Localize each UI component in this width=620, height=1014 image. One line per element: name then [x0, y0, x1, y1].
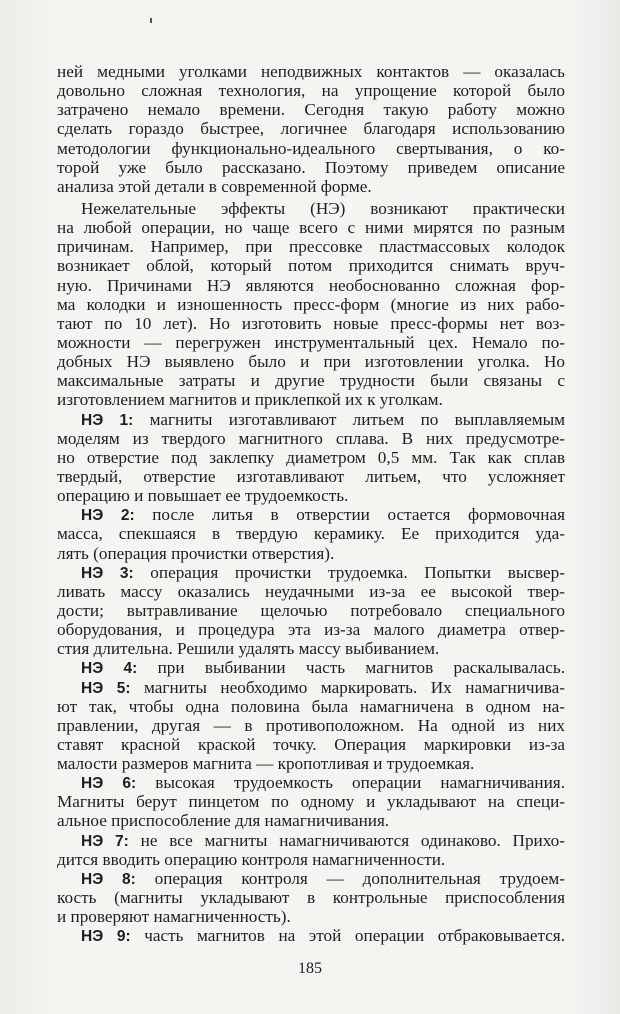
ne-item-line: [57, 926, 565, 945]
ne-label: НЭ 6:: [81, 775, 137, 793]
text-line: масса, спекшаяся в твердую керамику. Ее приходится уда-: [57, 524, 565, 544]
body-text: [57, 62, 565, 945]
ne-text: магниты необходимо маркировать. Их намагничива-: [144, 677, 566, 697]
text-line: тают по 10 лет). Но изготовить новые пресс-формы нет воз-: [57, 313, 565, 333]
text-line: твердый, отверстие изготавливают литьем, что усложняет: [57, 466, 565, 486]
text-line: кость (магниты укладывают в контрольные приспособления: [57, 888, 565, 908]
text-line: но отверстие под заклепку диаметром 0,5 мм. Так как сплав: [57, 447, 565, 467]
text-line: сделать гораздо быстрее, логичнее благодаря использованию: [57, 119, 565, 139]
text-line: добных НЭ выявлено было и при изготовлении уголка. Но: [57, 352, 565, 372]
text-line: малости размеров магнита — кропотливая и трудоемкая.: [57, 754, 475, 774]
text-line: Магниты берут пинцетом по одному и укладывают на специ-: [57, 792, 565, 812]
text-line: причинам. Например, при прессовке пластмассовых колодок: [57, 237, 565, 257]
text-line: операцию и повышает ее трудоемкость.: [57, 486, 349, 506]
text-line: лять (операция прочистки отверстия).: [57, 543, 335, 563]
text-line: правлении, другая — в противоположном. На одной из них: [57, 715, 565, 735]
text-line: Нежелательные эффекты (НЭ) возникают практически: [81, 198, 565, 218]
text-line: дится вводить операцию контроля намагниченности.: [57, 849, 446, 869]
ne-label: НЭ 5:: [81, 679, 131, 697]
ne-item-line: [57, 505, 565, 524]
text-line: ма колодки и изношенность пресс-форм (многие из них рабо-: [57, 294, 565, 314]
text-line: ставят красной краской точку. Операция маркировки из-за: [57, 734, 565, 754]
text-line: довольно сложная технология, на упрощение которой было: [57, 81, 565, 101]
text-line: оборудования, и процедура эта из-за малого диаметра отвер-: [57, 620, 565, 640]
text-line: моделям из твердого магнитного сплава. В них предусмотре-: [57, 428, 565, 448]
ne-item-line: [57, 831, 565, 850]
ne-label: НЭ 2:: [81, 507, 135, 525]
ne-label: НЭ 9:: [81, 928, 131, 946]
text-line: стия длительна. Решили удалять массу выбиванием.: [57, 639, 440, 659]
page-number: 185: [298, 960, 322, 977]
text-line: можности — перегружен инструментальный цех. Немало по-: [57, 332, 565, 352]
ne-text: операция прочистки трудоемка. Попытки высвер-: [150, 562, 565, 582]
text-line: ливать массу оказались неудачными из-за ее высокой твер-: [57, 581, 565, 601]
ne-item-line: [57, 410, 565, 429]
text-line: ней медными уголками неподвижных контактов — оказалась: [57, 62, 565, 81]
ne-text: после литья в отверстии остается формовочная: [152, 505, 566, 525]
text-line: и проверяют намагниченность).: [57, 907, 291, 927]
ne-text: магниты изготавливают литьем по выплавляемым: [149, 409, 566, 429]
ne-text: не все магниты намагничиваются одинаково. Прихо-: [140, 830, 565, 850]
ne-label: НЭ 3:: [81, 564, 134, 582]
ne-item-line: [57, 773, 565, 792]
ne-label: НЭ 8:: [81, 870, 136, 888]
ne-item-line: [57, 563, 565, 582]
ne-label: НЭ 4:: [81, 660, 138, 678]
text-line: на любой операции, но чаще всего с ними мирятся по разным: [57, 218, 565, 238]
ne-item-line: [57, 658, 565, 677]
ne-text: при выбивании часть магнитов раскалывалась.: [157, 658, 565, 678]
text-line: торой уже было рассказано. Поэтому приведем описание: [57, 157, 565, 177]
text-line: методологии функционально-идеального свертывания, о ко-: [57, 138, 565, 158]
ne-label: НЭ 7:: [81, 832, 129, 850]
ne-text: часть магнитов на этой операции отбраковывается.: [144, 926, 566, 946]
text-line: максимальные затраты и другие трудности были связаны с: [57, 371, 565, 391]
text-line: возникает облой, который потом приходится снимать вруч-: [57, 256, 565, 276]
text-line: дости; вытравливание щелочью потребовало специального: [57, 600, 565, 620]
text-line: ную. Причинами НЭ являются необоснованно сложная фор-: [57, 275, 565, 295]
text-line: альное приспособление для намагничивания.: [57, 811, 390, 831]
ne-label: НЭ 1:: [81, 411, 134, 429]
ne-text: операция контроля — дополнительная трудоем-: [154, 868, 565, 888]
text-line: изготовлением магнитов и приклепкой их к уголкам.: [57, 390, 443, 410]
ne-item-line: [57, 678, 565, 697]
ne-item-line: [57, 869, 565, 888]
print-mark: [150, 18, 152, 23]
text-line: затрачено немало времени. Сегодня такую работу можно: [57, 100, 565, 120]
text-line: анализа этой детали в современной форме.: [57, 176, 372, 196]
text-line: ют так, чтобы одна половина была намагничена в одном на-: [57, 696, 565, 716]
ne-text: высокая трудоемкость операции намагничивания.: [155, 773, 566, 793]
